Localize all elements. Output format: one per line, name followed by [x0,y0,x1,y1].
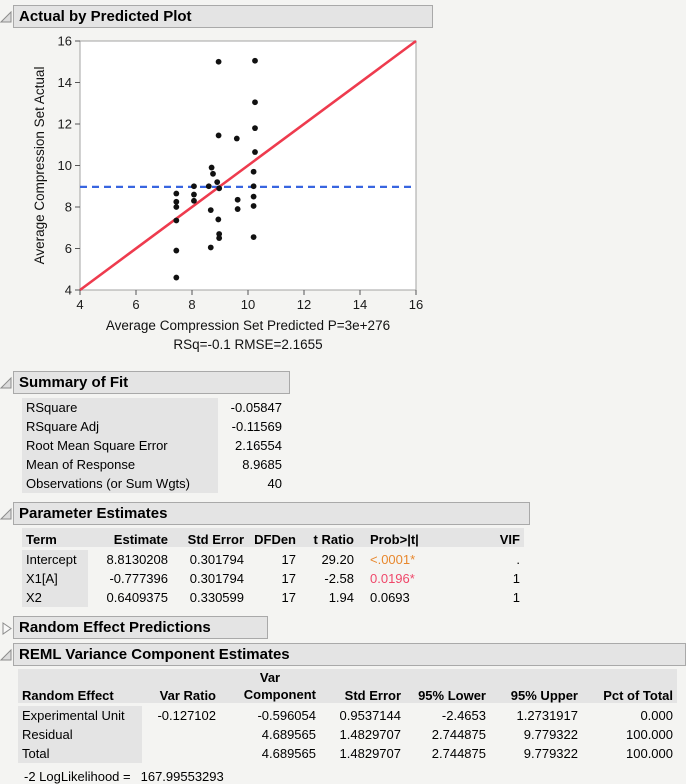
data-point [234,136,240,142]
std-error-cell: 1.4829707 [339,727,401,742]
t-ratio-cell: 1.94 [328,590,354,605]
section-summary-of-fit [0,371,686,394]
section-title-parameter-estimates[interactable]: Parameter Estimates [13,502,530,525]
section-reml-variance [0,643,686,666]
section-random-effect-predictions [0,616,686,639]
stat-label: RSquare Adj [22,417,218,436]
svg-text:6: 6 [64,241,72,256]
loglik-value: 167.99553293 [140,769,224,784]
table-row [18,706,677,725]
actual-by-predicted-plot-area [28,31,686,360]
upper-cell: 1.2731917 [516,708,578,723]
t-ratio-cell: -2.58 [324,571,354,586]
stat-value: 8.9685 [242,457,282,472]
std-error-cell: 0.9537144 [339,708,401,723]
pct-cell: 0.000 [640,708,673,723]
upper-cell: 9.779322 [523,727,578,742]
disclosure-expanded-icon[interactable] [0,375,13,390]
col-vif: VIF [444,528,524,547]
data-point [251,234,257,240]
data-point [252,149,258,155]
data-point [235,197,241,203]
col-95-lower: 95% Lower [405,669,490,703]
table-row [22,569,524,588]
table-row [22,417,286,436]
var-component-cell: 4.689565 [261,746,316,761]
lower-cell: 2.744875 [431,727,486,742]
data-point [216,185,222,191]
disclosure-expanded-icon[interactable] [0,647,13,662]
data-point [251,203,257,209]
section-title-reml-variance[interactable]: REML Variance Component Estimates [13,643,686,666]
prob-cell: 0.0693 [370,590,410,605]
estimate-cell: -0.777396 [109,571,168,586]
svg-text:16: 16 [408,297,424,312]
stat-value: -0.05847 [230,400,282,415]
std-error-cell: 0.330599 [189,590,244,605]
table-row [18,725,677,744]
plot-caption: RSq=-0.1 RMSE=2.1655 [173,337,323,352]
data-point [215,217,221,223]
dfden-cell: 17 [281,571,296,586]
data-point [216,59,222,65]
data-point [251,194,257,200]
col-var-ratio: Var Ratio [142,669,220,703]
svg-text:10: 10 [240,297,256,312]
upper-cell: 9.779322 [523,746,578,761]
col-t-ratio: t Ratio [300,528,358,547]
data-point [191,192,197,198]
svg-text:6: 6 [132,297,140,312]
data-point [252,99,258,105]
col-estimate: Estimate [88,528,172,547]
data-point [191,183,197,189]
std-error-cell: 0.301794 [189,552,244,567]
col-prob: Prob>|t| [358,528,444,547]
col-term: Term [22,528,88,547]
data-point [251,183,257,189]
estimate-cell: 0.6409375 [106,590,168,605]
svg-text:14: 14 [57,75,72,90]
data-point [208,207,214,213]
data-point [216,235,222,241]
svg-text:16: 16 [57,33,72,49]
col-random-effect: Random Effect [18,669,142,703]
table-header-row [22,528,524,547]
data-point [252,58,258,64]
var-component-cell: 4.689565 [261,727,316,742]
disclosure-expanded-icon[interactable] [0,506,13,521]
lower-cell: -2.4653 [441,708,486,723]
col-std-error: Std Error [172,528,248,547]
section-parameter-estimates [0,502,686,525]
section-title-summary-of-fit[interactable]: Summary of Fit [13,371,290,394]
plot-content [32,34,423,353]
table-row [22,550,524,569]
var-component-cell: -0.596054 [257,708,316,723]
stat-label: RSquare [22,398,218,417]
effect-cell: Residual [18,725,142,744]
term-cell: X2 [22,588,88,607]
data-point [173,218,179,224]
stat-label: Root Mean Square Error [22,436,218,455]
col-95-upper: 95% Upper [490,669,582,703]
data-point [206,183,212,189]
table-row [22,474,286,493]
data-point [210,171,216,177]
stat-label: Observations (or Sum Wgts) [22,474,218,493]
svg-text:12: 12 [296,297,312,312]
stat-value: 2.16554 [235,438,282,453]
var-ratio-cell [142,744,220,763]
svg-text:4: 4 [64,282,72,298]
col-var-component-line1: Var [259,670,281,685]
col-var-component [220,669,320,703]
data-point [173,199,179,205]
table-header-row [18,669,677,703]
neg2-loglikelihood [24,769,686,784]
data-point [173,275,179,281]
dfden-cell: 17 [281,590,296,605]
term-cell: Intercept [22,550,88,569]
reml-variance-table [18,669,677,763]
lower-cell: 2.744875 [431,746,486,761]
vif-cell: . [516,552,520,567]
term-cell: X1[A] [22,569,88,588]
var-ratio-cell: -0.127102 [157,708,216,723]
table-row [22,455,286,474]
data-point [216,133,222,139]
effect-cell: Total [18,744,142,763]
stat-label: Mean of Response [22,455,218,474]
dfden-cell: 17 [281,552,296,567]
stat-value: 40 [267,476,282,491]
std-error-cell: 1.4829707 [339,746,401,761]
section-title-random-effect-predictions[interactable]: Random Effect Predictions [13,616,268,639]
loglik-label: -2 LogLikelihood = [24,769,131,784]
data-point [209,165,215,171]
svg-text:8: 8 [64,199,72,215]
data-point [208,245,214,251]
data-point [191,198,197,204]
data-point [173,204,179,210]
vif-cell: 1 [512,571,520,586]
section-title-actual-by-predicted[interactable]: Actual by Predicted Plot [13,5,433,28]
actual-by-predicted-plot[interactable] [28,31,480,357]
std-error-cell: 0.301794 [189,571,244,586]
data-point [252,125,258,131]
pct-cell: 100.000 [626,746,673,761]
col-std-error: Std Error [320,669,405,703]
table-row [22,588,524,607]
stat-value: -0.11569 [231,419,282,434]
data-point [235,206,241,212]
parameter-estimates-table [22,528,524,607]
data-point [173,191,179,197]
svg-text:8: 8 [188,297,196,312]
x-axis-title: Average Compression Set Predicted P=3e+276 [105,318,391,333]
table-row [22,398,286,417]
table-row [18,744,677,763]
disclosure-expanded-icon[interactable] [0,9,13,24]
var-ratio-cell [142,725,220,744]
svg-text:10: 10 [57,158,72,173]
col-pct-of-total: Pct of Total [582,669,677,703]
data-point [251,169,257,175]
svg-text:12: 12 [57,116,72,132]
col-var-component-line2: Component [243,687,316,702]
table-row [22,436,286,455]
estimate-cell: 8.8130208 [106,552,168,567]
svg-text:4: 4 [76,297,84,312]
t-ratio-cell: 29.20 [321,552,354,567]
disclosure-collapsed-icon[interactable] [0,620,13,635]
svg-text:14: 14 [352,297,368,312]
col-dfden: DFDen [248,528,300,547]
summary-of-fit-table [22,398,286,493]
pct-cell: 100.000 [626,727,673,742]
vif-cell: 1 [512,590,520,605]
prob-cell: 0.0196* [370,571,415,586]
y-axis-title: Average Compression Set Actual [32,66,47,265]
prob-cell: <.0001* [370,552,416,567]
section-actual-by-predicted [0,5,686,28]
effect-cell: Experimental Unit [18,706,142,725]
data-point [214,179,220,185]
data-point [173,248,179,254]
